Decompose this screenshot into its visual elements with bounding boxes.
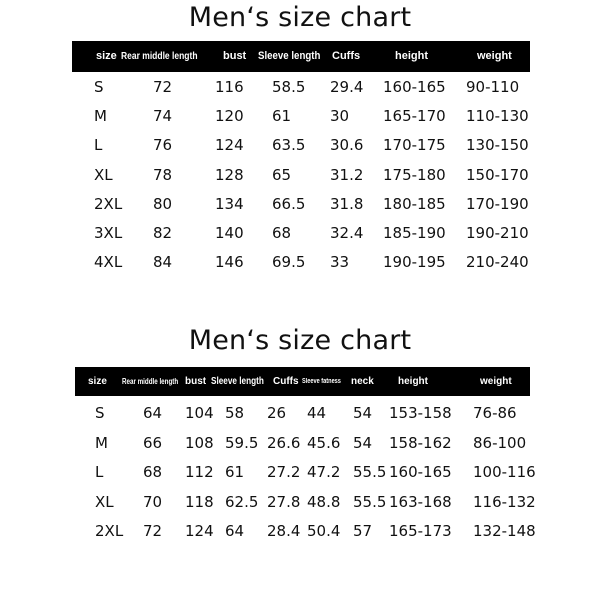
table-cell: 163-168 [389, 492, 452, 511]
table-cell: 100-116 [473, 463, 536, 481]
table-cell: 134 [215, 194, 244, 213]
table-cell: 118 [185, 492, 214, 511]
table-cell: 180-185 [383, 194, 446, 213]
table-cell: 69.5 [272, 253, 306, 272]
chart2-header-height: height [398, 376, 428, 387]
table-row [0, 253, 600, 277]
table-cell: 153-158 [389, 404, 452, 422]
table-cell: 110-130 [466, 107, 529, 126]
table-cell: M [94, 107, 107, 126]
table-cell: 116 [215, 78, 244, 96]
table-cell: 27.8 [267, 492, 301, 511]
table-cell: S [95, 404, 105, 422]
table-cell: 63.5 [272, 136, 306, 155]
table-row [0, 107, 600, 131]
table-cell: 170-190 [466, 194, 529, 213]
table-cell: 55.5 [353, 463, 387, 481]
table-cell: 90-110 [466, 78, 520, 96]
table-cell: 66 [143, 433, 163, 452]
chart2-header-sleeve-fatness: Sleeve fatness [302, 378, 341, 385]
table-cell: 28.4 [267, 522, 301, 540]
table-cell: 150-170 [466, 165, 529, 184]
chart1-header-weight: weight [477, 50, 512, 62]
table-cell: 55.5 [353, 492, 387, 511]
table-cell: S [94, 78, 104, 96]
chart2-header-rear-middle-length: Rear middle length [122, 377, 179, 386]
table-cell: 146 [215, 253, 244, 272]
chart2-header-sleeve-length: Sleeve length [211, 376, 264, 387]
table-cell: 26 [267, 404, 287, 422]
table-cell: 160-165 [383, 78, 446, 96]
table-cell: 68 [143, 463, 163, 481]
table-cell: 57 [353, 522, 373, 540]
table-cell: 76 [153, 136, 173, 155]
table-row [0, 195, 600, 219]
table-row [0, 78, 600, 102]
table-cell: 104 [185, 404, 214, 422]
table-cell: 86-100 [473, 433, 527, 452]
table-row [0, 434, 600, 458]
table-row [0, 463, 600, 487]
table-cell: 58.5 [272, 78, 306, 96]
table-cell: L [94, 136, 103, 155]
table-cell: 2XL [94, 194, 123, 213]
chart2-header-weight: weight [480, 376, 512, 387]
table-cell: 66.5 [272, 194, 306, 213]
table-row [0, 166, 600, 190]
table-cell: 190-210 [466, 224, 529, 242]
table-cell: XL [95, 492, 114, 511]
table-cell: 54 [353, 404, 373, 422]
table-cell: 130-150 [466, 136, 529, 155]
table-cell: 45.6 [307, 433, 341, 452]
table-cell: 58 [225, 404, 245, 422]
table-cell: 80 [153, 194, 173, 213]
table-cell: 165-170 [383, 107, 446, 126]
table-cell: 64 [225, 522, 245, 540]
table-cell: 108 [185, 433, 214, 452]
chart1-header-bar [72, 41, 530, 72]
table-row [0, 224, 600, 248]
table-cell: L [95, 463, 104, 481]
table-cell: 72 [153, 78, 173, 96]
table-cell: 48.8 [307, 492, 341, 511]
table-cell: 3XL [94, 224, 123, 242]
table-cell: 31.8 [330, 194, 364, 213]
chart2-header-cuffs: Cuffs [273, 376, 299, 387]
table-row [0, 493, 600, 517]
table-cell: 78 [153, 165, 173, 184]
table-cell: 132-148 [473, 522, 536, 540]
table-cell: XL [94, 165, 113, 184]
table-cell: 30.6 [330, 136, 364, 155]
table-cell: 4XL [94, 253, 123, 272]
chart1-header-sleeve-length: Sleeve length [258, 50, 321, 62]
table-cell: 29.4 [330, 78, 364, 96]
table-cell: 27.2 [267, 463, 301, 481]
table-row [0, 522, 600, 546]
table-cell: 82 [153, 224, 173, 242]
table-cell: 65 [272, 165, 292, 184]
table-cell: 160-165 [389, 463, 452, 481]
table-cell: 120 [215, 107, 244, 126]
table-cell: 84 [153, 253, 173, 272]
table-cell: 54 [353, 433, 373, 452]
chart1-header-cuffs: Cuffs [332, 50, 361, 62]
table-cell: 74 [153, 107, 173, 126]
table-cell: 70 [143, 492, 163, 511]
table-cell: 68 [272, 224, 292, 242]
table-cell: 170-175 [383, 136, 446, 155]
table-cell: 140 [215, 224, 244, 242]
chart1-header-rear-middle-length: Rear middle length [121, 51, 198, 62]
chart2-title: Men‘s size chart [188, 325, 412, 356]
table-cell: 112 [185, 463, 214, 481]
chart2-header-bar [75, 367, 530, 396]
table-row [0, 404, 600, 428]
chart1-title: Men‘s size chart [188, 2, 412, 33]
table-cell: 210-240 [466, 253, 529, 272]
table-row [0, 136, 600, 160]
table-cell: 61 [225, 463, 245, 481]
chart2-header-bust: bust [185, 376, 207, 387]
table-cell: 32.4 [330, 224, 364, 242]
table-cell: 59.5 [225, 433, 259, 452]
table-cell: M [95, 433, 108, 452]
table-cell: 62.5 [225, 492, 259, 511]
table-cell: 61 [272, 107, 292, 126]
table-cell: 31.2 [330, 165, 364, 184]
table-cell: 175-180 [383, 165, 446, 184]
table-cell: 47.2 [307, 463, 341, 481]
chart1-header-size: size [96, 50, 117, 62]
table-cell: 26.6 [267, 433, 301, 452]
table-cell: 116-132 [473, 492, 536, 511]
table-cell: 128 [215, 165, 244, 184]
table-cell: 30 [330, 107, 350, 126]
table-cell: 2XL [95, 522, 124, 540]
table-cell: 185-190 [383, 224, 446, 242]
table-cell: 124 [185, 522, 214, 540]
table-cell: 124 [215, 136, 244, 155]
table-cell: 190-195 [383, 253, 446, 272]
table-cell: 165-173 [389, 522, 452, 540]
chart1-header-bust: bust [223, 50, 247, 62]
table-cell: 158-162 [389, 433, 452, 452]
chart1-header-height: height [395, 50, 428, 62]
chart2-header-size: size [88, 376, 107, 387]
table-cell: 72 [143, 522, 163, 540]
chart2-header-neck: neck [351, 376, 374, 387]
table-cell: 64 [143, 404, 163, 422]
table-cell: 33 [330, 253, 350, 272]
table-cell: 50.4 [307, 522, 341, 540]
table-cell: 76-86 [473, 404, 517, 422]
table-cell: 44 [307, 404, 327, 422]
